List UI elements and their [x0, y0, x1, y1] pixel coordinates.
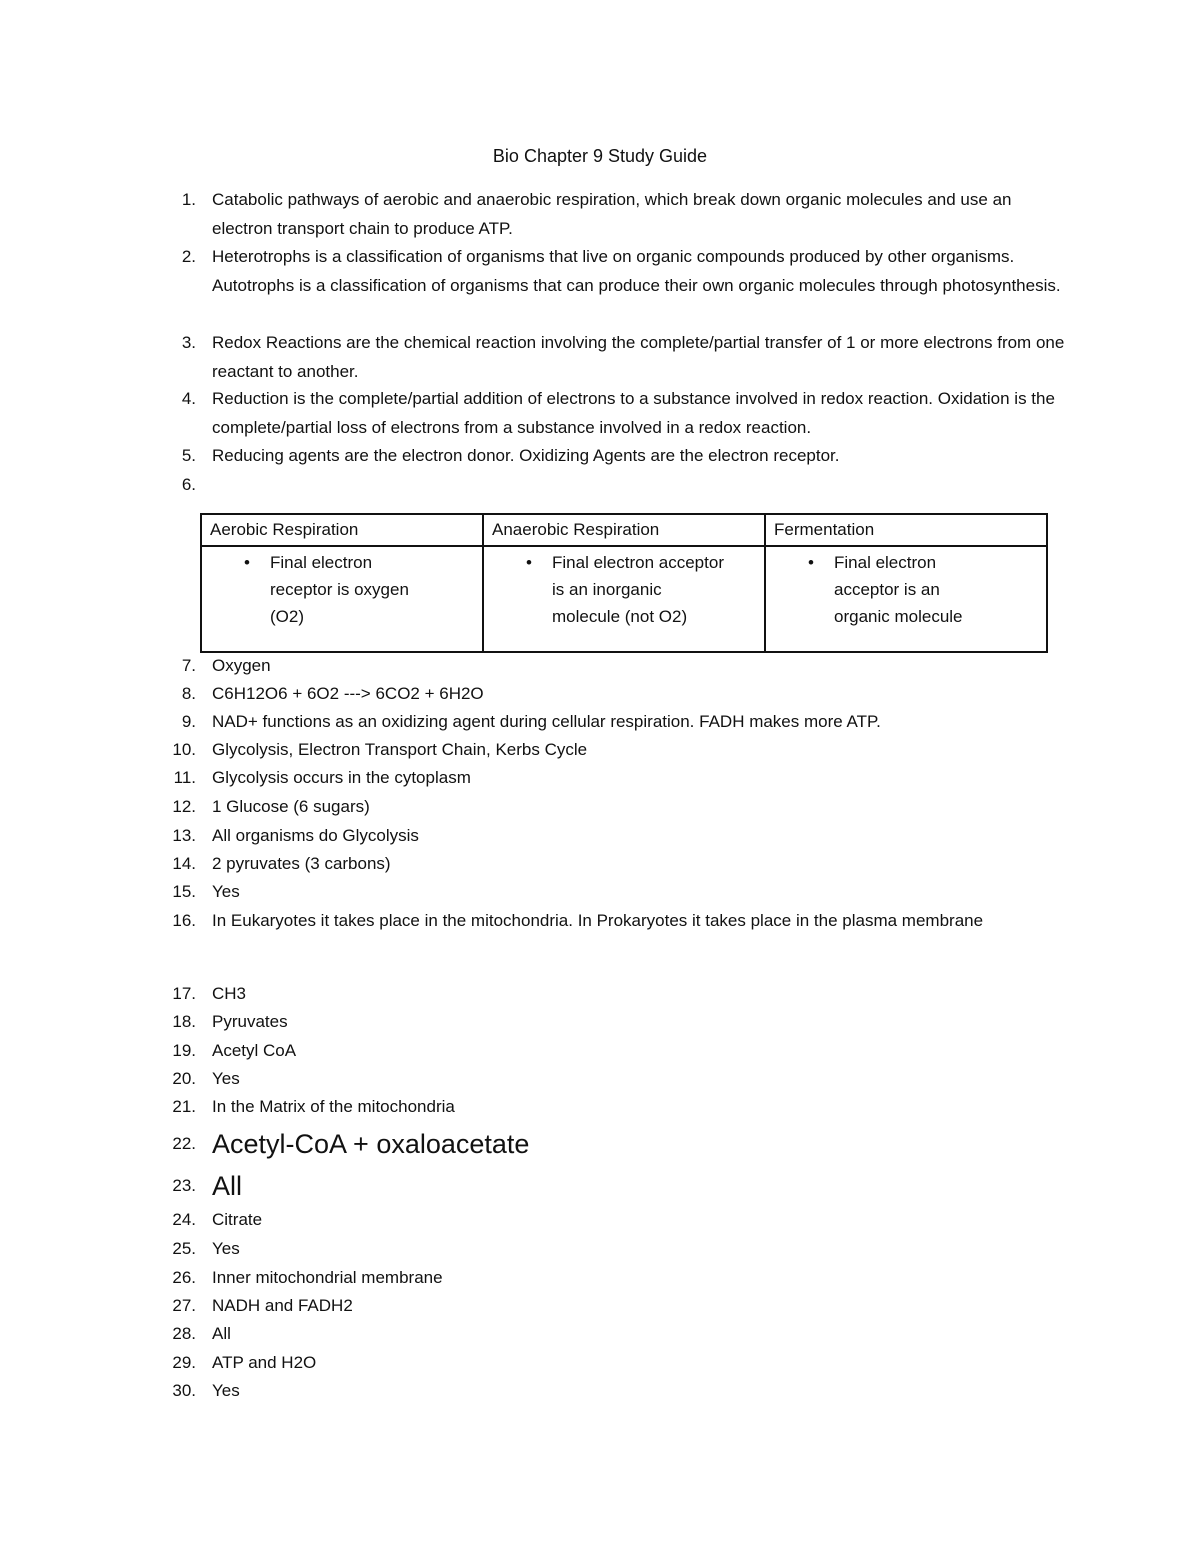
table-header: Fermentation	[765, 514, 1047, 546]
item-number: 29.	[172, 1353, 196, 1372]
bullet-icon: •	[808, 553, 814, 572]
item-number: 26.	[172, 1268, 196, 1287]
item-text: Reduction is the complete/partial addition of electrons to a substance involved in redox reaction. Oxidation is the complete/partial loss of electrons from a substance involved in a redox reaction.	[212, 389, 1055, 437]
item-number: 30.	[172, 1381, 196, 1400]
item-text: Heterotrophs is a classification of organisms that live on organic compounds produced by other organisms. Autotrophs is a classification of organisms that can produce their own organic molecules through photosynthesis.	[212, 247, 1061, 295]
item-number: 23.	[172, 1176, 196, 1195]
item-number: 28.	[172, 1324, 196, 1343]
respiration-table	[200, 513, 1048, 653]
bullet-icon: •	[244, 553, 250, 572]
table-header-row	[201, 514, 1047, 546]
item-text: 1 Glucose (6 sugars)	[212, 797, 370, 816]
item-number: 21.	[172, 1097, 196, 1116]
item-text: Acetyl CoA	[212, 1041, 297, 1060]
item-text: NAD+ functions as an oxidizing agent during cellular respiration. FADH makes more ATP.	[212, 712, 881, 731]
cell-text: Final electron acceptor is an inorganic molecule (not O2)	[552, 553, 724, 626]
item-text: All organisms do Glycolysis	[212, 826, 419, 845]
item-text: NADH and FADH2	[212, 1296, 353, 1315]
item-number: 14.	[172, 854, 196, 873]
item-number: 20.	[172, 1069, 196, 1088]
item-text: C6H12O6 + 6O2 ---> 6CO2 + 6H2O	[212, 684, 484, 703]
item-number: 13.	[172, 826, 196, 845]
item-number: 9.	[181, 712, 196, 731]
item-text: All	[212, 1171, 243, 1201]
item-number: 15.	[172, 882, 196, 901]
item-text: CH3	[212, 984, 247, 1003]
cell-text: Final electron acceptor is an organic molecule	[834, 553, 963, 626]
item-text: Catabolic pathways of aerobic and anaerobic respiration, which break down organic molecules and use an electron transport chain to produce ATP.	[212, 190, 1012, 238]
item-number: 18.	[172, 1012, 196, 1031]
item-number: 6.	[181, 475, 196, 494]
item-text: In the Matrix of the mitochondria	[212, 1097, 455, 1116]
item-text: ATP and H2O	[212, 1353, 317, 1372]
page-title: Bio Chapter 9 Study Guide	[492, 146, 708, 166]
item-number: 1.	[181, 190, 196, 209]
item-text: Reducing agents are the electron donor. Oxidizing Agents are the electron receptor.	[212, 446, 840, 465]
item-number: 17.	[172, 984, 196, 1003]
item-number: 27.	[172, 1296, 196, 1315]
item-number: 4.	[181, 389, 196, 408]
item-text: Acetyl-CoA + oxaloacetate	[212, 1129, 530, 1159]
table-cell	[201, 546, 483, 652]
table-cell	[765, 546, 1047, 652]
item-text: Glycolysis, Electron Transport Chain, Kerbs Cycle	[212, 740, 588, 759]
item-number: 8.	[181, 684, 196, 703]
item-number: 2.	[181, 247, 196, 266]
table-row	[201, 546, 1047, 652]
item-number: 22.	[172, 1134, 196, 1153]
table-header: Aerobic Respiration	[201, 514, 483, 546]
item-text: Oxygen	[212, 656, 271, 675]
item-text: All	[212, 1324, 231, 1343]
item-text: Citrate	[212, 1210, 263, 1229]
item-text: Yes	[212, 1381, 240, 1400]
table-header: Anaerobic Respiration	[483, 514, 765, 546]
item-text: 2 pyruvates (3 carbons)	[212, 854, 391, 873]
item-number: 10.	[172, 740, 196, 759]
cell-text: Final electron receptor is oxygen (O2)	[270, 553, 409, 626]
item-text: Glycolysis occurs in the cytoplasm	[212, 768, 471, 787]
item-number: 24.	[172, 1210, 196, 1229]
item-text: Yes	[212, 1239, 240, 1258]
item-number: 7.	[181, 656, 196, 675]
item-number: 19.	[172, 1041, 196, 1060]
item-number: 16.	[172, 911, 196, 930]
bullet-icon: •	[526, 553, 532, 572]
item-number: 25.	[172, 1239, 196, 1258]
item-text: Yes	[212, 882, 240, 901]
item-number: 12.	[172, 797, 196, 816]
item-text: Redox Reactions are the chemical reaction involving the complete/partial transfer of 1 or more electrons from one reactant to another.	[212, 333, 1065, 381]
item-text: Inner mitochondrial membrane	[212, 1268, 443, 1287]
item-text: Yes	[212, 1069, 240, 1088]
table-cell	[483, 546, 765, 652]
item-text: In Eukaryotes it takes place in the mitochondria. In Prokaryotes it takes place in the plasma membrane	[212, 911, 984, 930]
item-number: 11.	[173, 768, 196, 787]
item-number: 3.	[181, 333, 196, 352]
item-number: 5.	[181, 446, 196, 465]
item-text: Pyruvates	[212, 1012, 288, 1031]
